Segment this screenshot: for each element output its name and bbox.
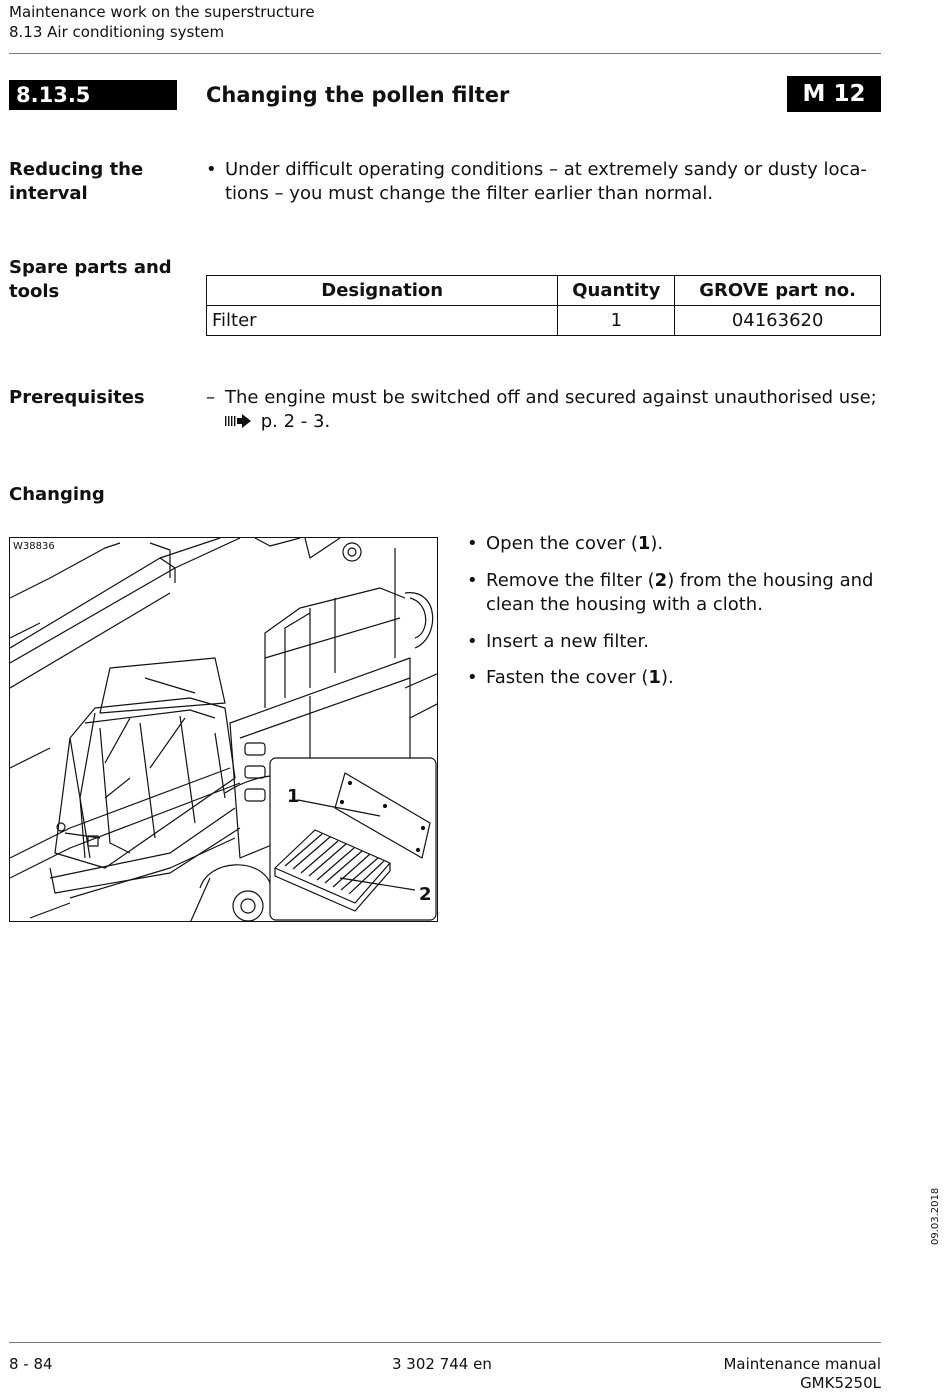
step-item [467, 630, 887, 656]
bullet-icon: • [467, 631, 478, 652]
step-text-part: Fasten the cover ( [486, 667, 649, 688]
edition-date: 09.03.2018 [930, 1187, 941, 1245]
page-reference[interactable] [225, 410, 330, 434]
column-header-part-no: GROVE part no. [675, 276, 881, 306]
step-part-number: 1 [637, 533, 651, 554]
page-reference-text: p. 2 - 3. [260, 411, 331, 432]
cell-designation: Filter [207, 306, 558, 336]
bullet-icon: • [467, 533, 478, 554]
section-number: 8.13.5 [9, 80, 177, 110]
page-number: 8 - 84 [9, 1355, 53, 1373]
crane-cab-illustration [9, 537, 438, 922]
reducing-label: Reducing the interval [9, 159, 144, 204]
reference-arrow-icon [225, 414, 255, 428]
prerequisites-item [206, 386, 886, 436]
dash-marker: – [206, 387, 215, 408]
column-header-designation: Designation [207, 276, 558, 306]
footer-rule [9, 1342, 881, 1343]
prerequisites-label: Prerequisites [9, 387, 145, 408]
step-item [467, 666, 887, 692]
spare-parts-table [206, 275, 881, 336]
manual-title: Maintenance manual [723, 1355, 881, 1373]
bullet-icon: • [467, 667, 478, 688]
section-title: Changing the pollen filter [206, 83, 510, 107]
bullet-icon: • [467, 570, 478, 591]
header-subchapter: 8.13 Air conditioning system [9, 23, 225, 41]
callout-1: 1 [287, 786, 300, 807]
cell-part-no: 04163620 [675, 306, 881, 336]
step-item [467, 532, 887, 558]
model-name: GMK5250L [800, 1374, 881, 1392]
header-rule [9, 53, 881, 54]
step-text-part: Remove the filter ( [486, 570, 655, 591]
cell-quantity: 1 [558, 306, 675, 336]
crane-drawing [10, 538, 438, 922]
step-text-part: Insert a new filter. [486, 631, 649, 652]
spare-parts-label: Spare parts and tools [9, 257, 172, 302]
step-text [486, 569, 873, 617]
maintenance-code: M 12 [787, 76, 881, 112]
step-text [486, 532, 663, 556]
step-text-part: Open the cover ( [486, 533, 638, 554]
step-item [467, 569, 887, 619]
step-text-part: ) from the housing and clean the housing with a cloth. [486, 570, 874, 615]
step-text [486, 630, 649, 654]
figure-id: W38836 [13, 541, 55, 552]
reducing-text: Under difficult operating conditions – at extremely sandy or dusty loca- tions – you must change the filter earlier than normal. [225, 159, 867, 204]
table-header-row [207, 276, 881, 306]
column-header-quantity: Quantity [558, 276, 675, 306]
step-part-number: 1 [648, 667, 661, 688]
step-text-part: ). [660, 667, 674, 688]
step-text [486, 666, 674, 690]
changing-label: Changing [9, 484, 105, 505]
document-number: 3 302 744 en [392, 1355, 492, 1373]
callout-2: 2 [419, 884, 432, 905]
step-part-number: 2 [654, 570, 668, 591]
reducing-item [206, 158, 886, 208]
header-chapter: Maintenance work on the superstructure [9, 3, 315, 21]
prerequisites-text: The engine must be switched off and secured against unauthorised use; [225, 387, 877, 408]
step-text-part: ). [650, 533, 664, 554]
table-row [207, 306, 881, 336]
bullet-icon: • [206, 159, 217, 180]
